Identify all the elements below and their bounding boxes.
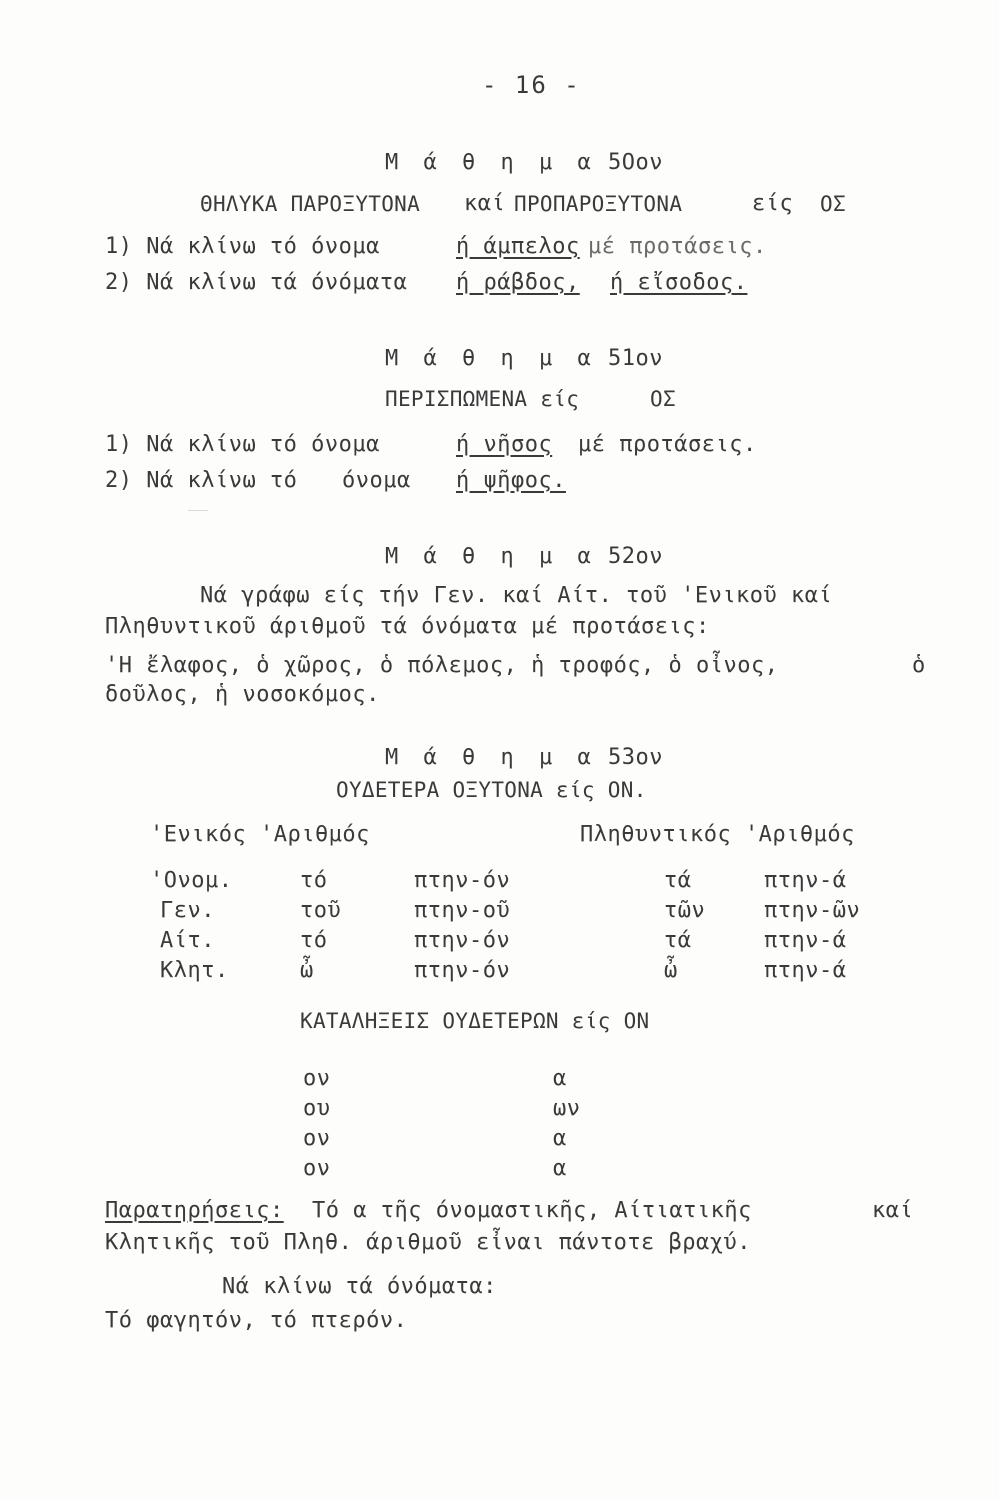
lesson-52-line-2: Πληθυντικοῦ άριθμοῦ τά όνόματα μέ προτάσεις: [105,614,710,639]
lesson-51-title-os: ΟΣ [650,387,676,411]
lesson-50-title-kai: καί [464,191,506,216]
ending-singular: ον [303,1066,331,1091]
article-singular: τό [300,928,328,953]
lesson-53-heading: Μ ά θ η μ α [385,745,597,770]
lesson-52-line-1: Νά γράφω είς τήν Γεν. καί Αίτ. τοῦ 'Ενικοῦ καί [200,583,833,608]
lesson-50-exercise-1-prefix: 1) Νά κλίνω τό όνομα [105,234,380,259]
lesson-52-line-4: δοῦλος, ἡ νοσοκόμος. [105,682,380,707]
lesson-51-exercise-1-suffix: μέ προτάσεις. [578,432,757,457]
remarks-line-2: Κλητικῆς τοῦ Πληθ. άριθμοῦ εἶναι πάντοτε βραχύ. [105,1230,752,1255]
plural-header: Πληθυντικός 'Αριθμός [580,822,855,847]
word-plural: πτην-ῶν [764,898,861,923]
lesson-51-exercise-1-prefix: 1) Νά κλίνω τό όνομα [105,432,380,457]
lesson-53-number: 53ον [608,745,663,770]
article-plural: τά [664,868,692,893]
lesson-50-title-eis: είς [752,191,794,216]
remarks-line-1-end: καί [872,1198,914,1223]
exercise-title: Νά κλίνω τά όνόματα: [222,1274,497,1299]
article-plural: ὦ [664,958,678,983]
ending-plural: ων [553,1096,581,1121]
page-number: - 16 - [482,71,581,99]
ending-plural: α [553,1126,567,1151]
stray-mark [188,510,208,511]
remarks-line-1: Τό α τῆς όνομαστικῆς, Αίτιατικῆς [312,1198,752,1223]
lesson-51-exercise-2-prefix: 2) Νά κλίνω τό [105,468,298,493]
ending-singular: ου [303,1096,331,1121]
lesson-50-exercise-1-word: ή άμπελος [456,234,580,259]
lesson-50-heading: Μ ά θ η μ α [385,150,597,175]
ending-singular: ον [303,1156,331,1181]
ending-plural: α [553,1156,567,1181]
lesson-50-title-a: ΘΗΛΥΚΑ ΠΑΡΟΞΥΤΟΝΑ [200,192,421,216]
word-singular: πτην-όν [414,868,511,893]
lesson-50-exercise-2-prefix: 2) Νά κλίνω τά όνόματα [105,270,408,295]
singular-header: 'Ενικός 'Αριθμός [150,822,370,847]
article-singular: ὦ [300,958,314,983]
case-label: Γεν. [160,898,215,923]
endings-title: ΚΑΤΑΛΗΞΕΙΣ ΟΥΔΕΤΕΡΩΝ είς ΟΝ [300,1009,650,1033]
lesson-52-line-3: 'Η ἔλαφος, ὁ χῶρος, ὁ πόλεμος, ἡ τροφός, ὁ οἶνος, [105,653,779,678]
lesson-50-exercise-1-suffix: μέ προτάσεις. [588,234,767,259]
lesson-50-exercise-2-word-2: ή εἴσοδος. [610,270,748,295]
case-label: 'Ονομ. [150,868,233,893]
article-singular: τοῦ [300,898,342,923]
case-label: Κλητ. [160,958,229,983]
lesson-50-title-os: ΟΣ [820,192,846,216]
lesson-50-title-b: ΠΡΟΠΑΡΟΞΥΤΟΝΑ [514,192,683,216]
article-plural: τά [664,928,692,953]
word-singular: πτην-οῦ [414,898,511,923]
ending-plural: α [553,1066,567,1091]
lesson-51-title: ΠΕΡΙΣΠΩΜΕΝΑ είς [385,387,580,411]
lesson-51-exercise-2-middle: όνομα [342,468,411,493]
lesson-53-title: ΟΥΔΕΤΕΡΑ ΟΞΥΤΟΝΑ είς ΟΝ. [336,778,647,802]
lesson-51-exercise-2-word: ή ψῆφος. [456,468,566,493]
lesson-51-exercise-1-word: ή νῆσος [456,432,553,457]
article-singular: τό [300,868,328,893]
word-plural: πτην-ά [764,868,847,893]
word-plural: πτην-ά [764,928,847,953]
word-plural: πτην-ά [764,958,847,983]
case-label: Αίτ. [160,928,215,953]
word-singular: πτην-όν [414,928,511,953]
lesson-52-number: 52ον [608,544,663,569]
lesson-50-number: 5Οον [608,150,663,175]
lesson-52-heading: Μ ά θ η μ α [385,544,597,569]
article-plural: τῶν [664,898,706,923]
lesson-50-exercise-2-word-1: ή ράβδος, [456,270,580,295]
lesson-51-number: 51ον [608,346,663,371]
ending-singular: ον [303,1126,331,1151]
remarks-label: Παρατηρήσεις: [105,1198,284,1223]
lesson-52-line-3-end: ὁ [912,653,926,678]
lesson-51-heading: Μ ά θ η μ α [385,346,597,371]
exercise-words: Τό φαγητόν, τό πτερόν. [105,1308,408,1333]
word-singular: πτην-όν [414,958,511,983]
